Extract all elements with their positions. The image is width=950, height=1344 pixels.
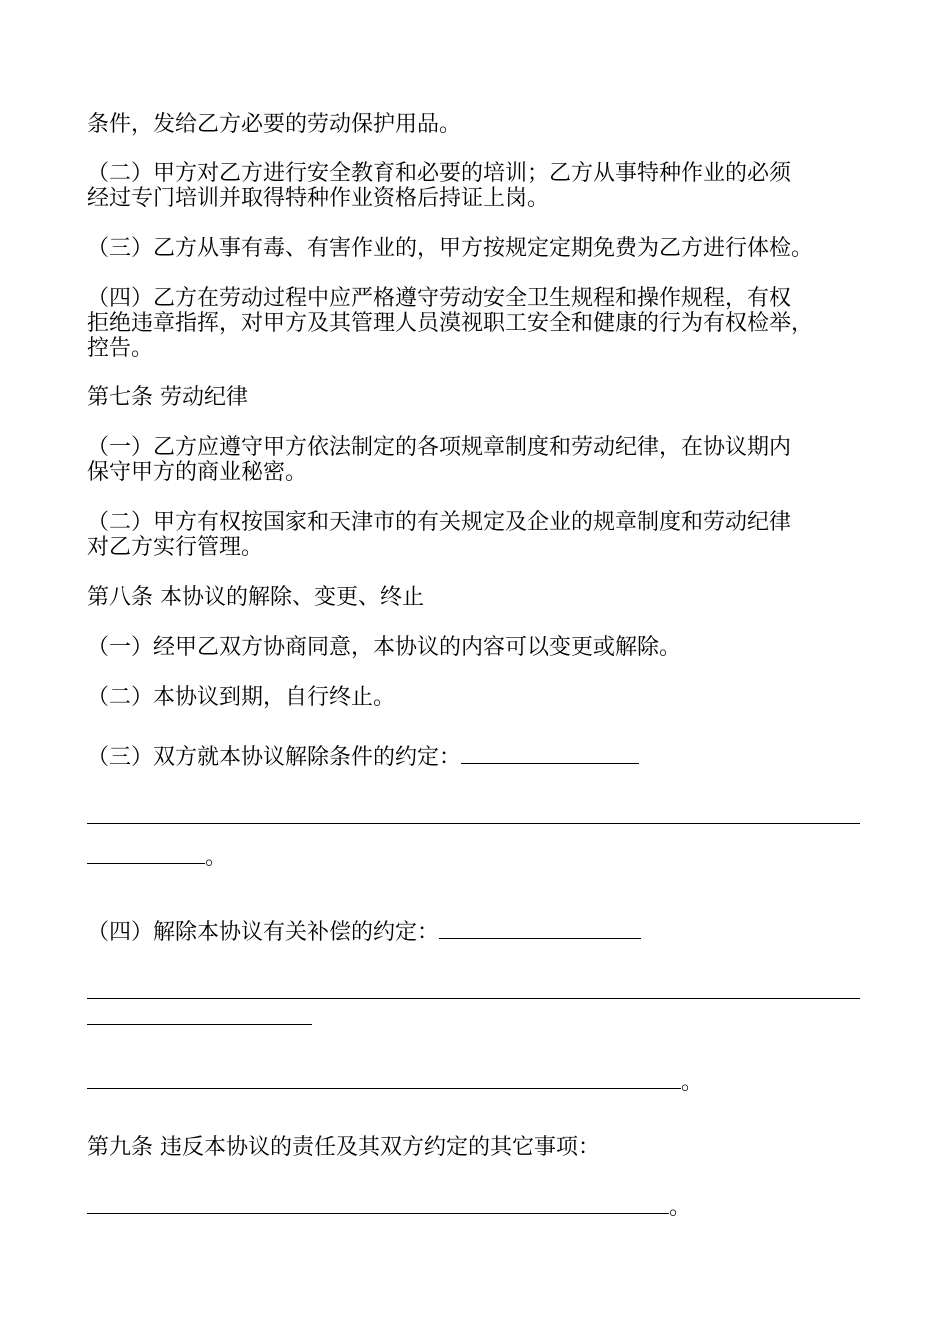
- fill-in-blank: [87, 1195, 669, 1214]
- text-line: （一）经甲乙双方协商同意，本协议的内容可以变更或解除。: [87, 635, 682, 660]
- fill-in-blank: [461, 745, 639, 764]
- text-line: 保守甲方的商业秘密。: [87, 460, 308, 485]
- fill-in-line: [87, 1006, 312, 1032]
- section-heading: 第七条 劳动纪律: [87, 385, 248, 410]
- text-line: 拒绝违章指挥，对甲方及其管理人员漠视职工安全和健康的行为有权检举，: [87, 311, 814, 336]
- text-line: 。: [87, 1070, 703, 1096]
- text-line: 经过专门培训并取得特种作业资格后持证上岗。: [87, 186, 550, 211]
- text-line: （二）本协议到期，自行终止。: [87, 685, 396, 710]
- fill-in-blank: [87, 980, 860, 999]
- text-line: 对乙方实行管理。: [87, 535, 264, 560]
- text-line: （四）乙方在劳动过程中应严格遵守劳动安全卫生规程和操作规程，有权: [87, 286, 792, 311]
- fill-in-line: [87, 805, 860, 831]
- text-line: 控告。: [87, 336, 154, 361]
- fill-in-blank: [439, 920, 641, 939]
- fill-in-line: [87, 980, 860, 1006]
- section-heading: 第八条 本协议的解除、变更、终止: [87, 585, 424, 610]
- text-line: 。: [87, 845, 227, 871]
- fill-in-blank: [87, 845, 205, 864]
- text-line: （四）解除本协议有关补偿的约定：: [87, 920, 641, 946]
- text-line: （三）双方就本协议解除条件的约定：: [87, 745, 639, 771]
- text-line: 条件，发给乙方必要的劳动保护用品。: [87, 112, 462, 137]
- section-heading: 第九条 违反本协议的责任及其双方约定的其它事项：: [87, 1135, 600, 1160]
- fill-in-blank: [87, 1070, 681, 1089]
- text-line: （三）乙方从事有毒、有害作业的，甲方按规定定期免费为乙方进行体检。: [87, 236, 814, 261]
- text-line: （二）甲方有权按国家和天津市的有关规定及企业的规章制度和劳动纪律: [87, 510, 792, 535]
- text-line: 。: [87, 1195, 691, 1221]
- fill-in-blank: [87, 805, 860, 824]
- text-line: （二）甲方对乙方进行安全教育和必要的培训；乙方从事特种作业的必须: [87, 161, 792, 186]
- text-line: （一）乙方应遵守甲方依法制定的各项规章制度和劳动纪律，在协议期内: [87, 435, 792, 460]
- fill-in-blank: [87, 1006, 312, 1025]
